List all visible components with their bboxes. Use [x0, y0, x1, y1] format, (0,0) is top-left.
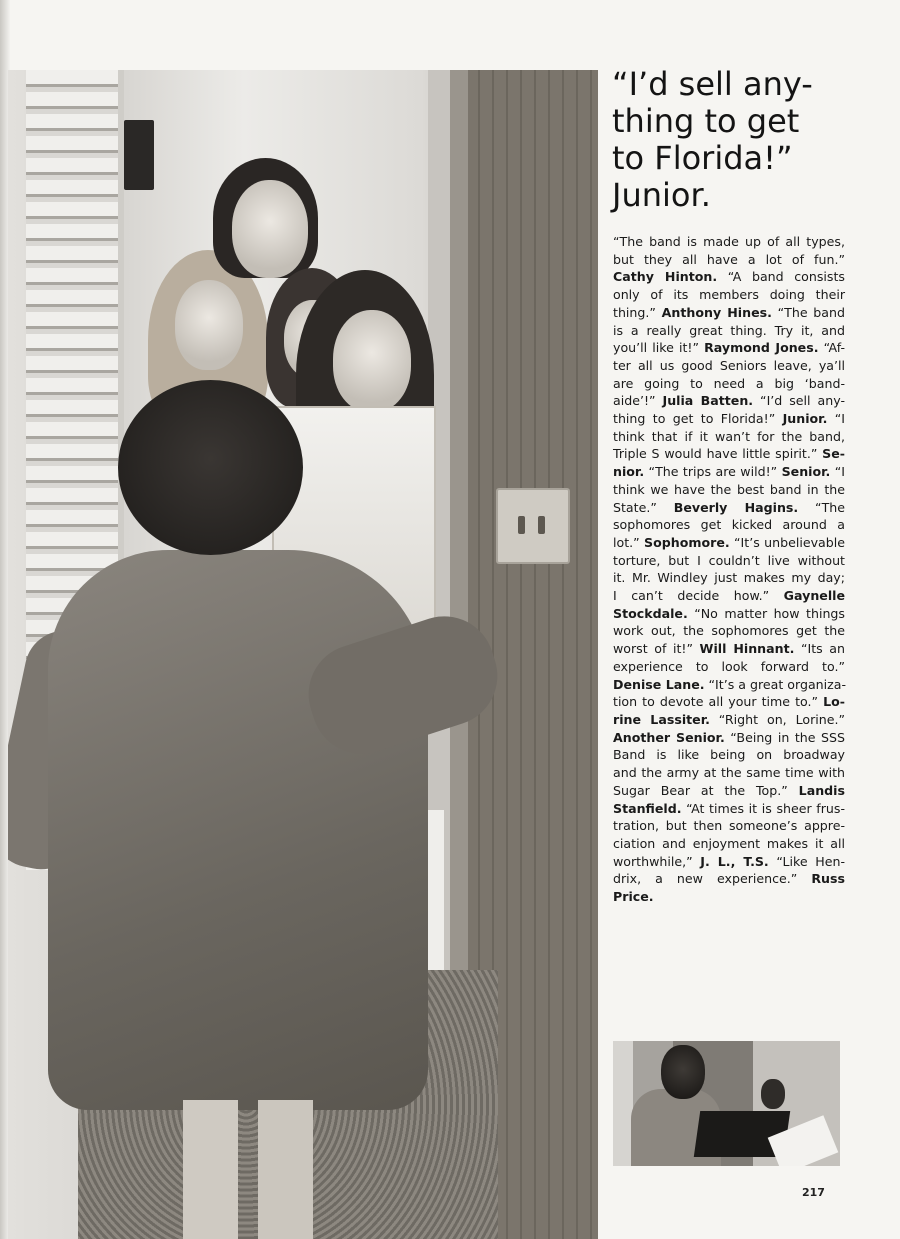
quote-text: tion to devote all your time to.”: [613, 694, 824, 710]
speaker-name: Another Senior.: [613, 729, 725, 745]
body-text-line: [613, 392, 845, 410]
body-text-line: [613, 888, 845, 906]
body-text-line: [613, 764, 845, 782]
small-photo-director-head: [661, 1045, 705, 1099]
speaker-name: Landis: [798, 782, 845, 798]
body-text-line: [613, 569, 845, 587]
body-text-line: [613, 445, 845, 463]
quote-text: only of its members doing their: [613, 287, 845, 303]
headline-line: thing to get: [612, 102, 800, 140]
quote-text: you’ll like it!”: [613, 340, 705, 356]
quote-text: “Its an: [794, 641, 845, 657]
body-text-line: [613, 835, 845, 853]
body-text-line: [613, 304, 845, 322]
body-text-line: [613, 711, 845, 729]
headline: [612, 66, 892, 214]
quote-column: [613, 233, 845, 906]
body-text-line: [613, 605, 845, 623]
quote-text: “It’s a great organiza-: [704, 676, 847, 692]
quote-text: “Like Hen-: [768, 853, 845, 869]
quote-text: is a really great thing. Try it, and: [613, 322, 845, 338]
speaker-name: Beverly Hagins.: [673, 499, 799, 515]
headline-line: Junior.: [612, 176, 711, 214]
quote-text: Band is like being on broadway: [613, 747, 845, 763]
body-text-line: [613, 463, 845, 481]
quote-text: and the army at the same time with: [613, 765, 845, 781]
speaker-name: Will Hinnant.: [699, 641, 795, 657]
body-text-line: [613, 800, 845, 818]
band-director-photo: [613, 1041, 840, 1166]
quote-text: “No matter how things: [687, 605, 845, 621]
small-photo-student: [761, 1079, 785, 1109]
body-text-line: [613, 782, 845, 800]
body-text-line: [613, 357, 845, 375]
body-text-line: [613, 268, 845, 286]
page-number: 217: [802, 1186, 825, 1199]
quote-text: aide’!”: [613, 393, 663, 409]
speaker-name: Senior.: [781, 464, 831, 480]
quote-text: “It’s unbelievable: [729, 534, 845, 550]
speaker-name: Sophomore.: [644, 534, 730, 550]
quote-text: are going to need a big ‘band-: [613, 375, 845, 391]
body-text-line: [613, 286, 845, 304]
body-text-line: [613, 534, 845, 552]
body-text-line: [613, 552, 845, 570]
quote-text: ciation and enjoyment makes it all: [613, 835, 845, 851]
body-text-line: [613, 516, 845, 534]
speaker-name: Junior.: [782, 411, 828, 427]
body-text-line: [613, 658, 845, 676]
quote-text: State.”: [613, 499, 674, 515]
main-photo: [8, 70, 598, 1239]
quote-text: worst of it!”: [613, 641, 700, 657]
photo-head-back: [118, 380, 303, 555]
speaker-name: J. L., T.S.: [700, 853, 769, 869]
speaker-name: Lo-: [823, 694, 845, 710]
quote-text: “The band is made up of all types,: [613, 234, 845, 249]
body-text-line: [613, 375, 845, 393]
photo-face-girl-left: [175, 280, 243, 370]
quote-text: “I: [827, 411, 845, 427]
speaker-name: rine Lassiter.: [613, 711, 710, 727]
quote-text: experience to look forward to.”: [613, 658, 845, 674]
quote-text: work out, the sophomores get the: [613, 623, 845, 639]
quote-text: “At times it is sheer frus-: [681, 800, 845, 816]
quote-text: “I’d sell any-: [753, 393, 845, 409]
body-text-line: [613, 339, 845, 357]
photo-coat: [48, 550, 428, 1110]
quote-text: think we have the best band in the: [613, 481, 845, 497]
body-text-line: [613, 481, 845, 499]
speaker-name: Price.: [613, 889, 654, 905]
quote-text: torture, but I couldn’t live without: [613, 552, 845, 568]
quote-text: “Af-: [818, 340, 845, 356]
body-text-line: [613, 853, 845, 871]
quote-text: it. Mr. Windley just makes my day;: [613, 570, 845, 586]
photo-legs: [183, 1100, 313, 1239]
body-text-line: [613, 729, 845, 747]
speaker-name: Cathy Hinton.: [613, 269, 718, 285]
body-text-line: [613, 870, 845, 888]
quote-text: tration, but then someone’s appre-: [613, 818, 845, 834]
body-text-line: [613, 693, 845, 711]
body-text-line: [613, 622, 845, 640]
speaker-name: Anthony Hines.: [661, 304, 772, 320]
body-text-line: [613, 499, 845, 517]
quote-text: Sugar Bear at the Top.”: [613, 782, 799, 798]
speaker-name: Se-: [822, 446, 845, 462]
quote-text: “The: [798, 499, 845, 515]
quote-text: thing to get to Florida!”: [613, 411, 783, 427]
quote-text: ter all us good Seniors leave, ya’ll: [613, 357, 845, 373]
quote-text: lot.”: [613, 534, 645, 550]
body-text-line: [613, 676, 845, 694]
speaker-name: Russ: [811, 871, 845, 887]
body-text-line: [613, 587, 845, 605]
quote-text: I can’t decide how.”: [613, 588, 784, 604]
body-text-line: [613, 410, 845, 428]
body-text-line: [613, 746, 845, 764]
quote-text: “Being in the SSS: [724, 729, 845, 745]
quote-text: “A band consists: [717, 269, 845, 285]
speaker-name: Denise Lane.: [613, 676, 705, 692]
body-text-line: [613, 817, 845, 835]
body-text-line: [613, 233, 845, 251]
quote-text: “The band: [771, 304, 845, 320]
speaker-name: nior.: [613, 464, 645, 480]
quote-text: “The trips are wild!”: [644, 464, 782, 480]
body-text-line: [613, 640, 845, 658]
speaker-name: Gaynelle: [783, 588, 845, 604]
quote-text: Triple S would have little spirit.”: [613, 446, 823, 462]
quote-text: drix, a new experience.”: [613, 871, 812, 887]
speaker-name: Raymond Jones.: [704, 340, 819, 356]
quote-text: worthwhile,”: [613, 853, 701, 869]
speaker-name: Stanfield.: [613, 800, 682, 816]
headline-line: “I’d sell any-: [612, 65, 813, 103]
photo-face-girl-front: [333, 310, 411, 412]
photo-wall-lamp: [124, 120, 154, 190]
body-text-line: [613, 428, 845, 446]
quote-text: “I: [830, 464, 845, 480]
quote-text: thing.”: [613, 304, 662, 320]
headline-line: to Florida!”: [612, 139, 793, 177]
photo-light-switch: [496, 488, 570, 564]
quote-text: think that if it wan’t for the band,: [613, 428, 845, 444]
quote-text: “Right on, Lorine.”: [709, 711, 845, 727]
speaker-name: Julia Batten.: [662, 393, 754, 409]
body-text-line: [613, 251, 845, 269]
body-text-line: [613, 322, 845, 340]
quote-text: sophomores get kicked around a: [613, 517, 845, 533]
speaker-name: Stockdale.: [613, 605, 688, 621]
quote-text: but they all have a lot of fun.”: [613, 251, 845, 267]
photo-face-boy: [232, 180, 308, 278]
